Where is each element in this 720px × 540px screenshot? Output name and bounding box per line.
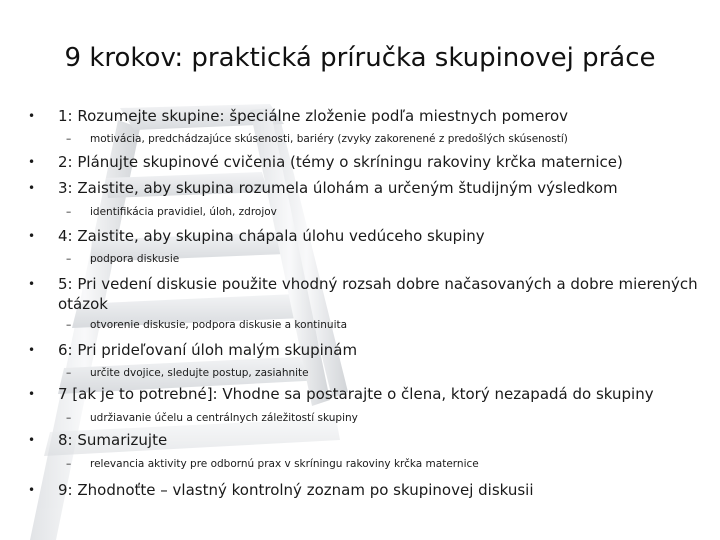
- dash-icon: –: [66, 367, 72, 379]
- subitem-text: podpora diskusie: [90, 253, 180, 265]
- step-text: 6: Pri prideľovaní úloh malým skupinám: [58, 341, 358, 359]
- bullet-icon: •: [28, 229, 36, 243]
- step-text: 5: Pri vedení diskusie použite vhodný rozsah dobre načasovaných a dobre mierených otázok: [58, 275, 698, 313]
- dash-icon: –: [66, 133, 72, 145]
- step-text: 2: Plánujte skupinové cvičenia (témy o skríningu rakoviny krčka maternice): [58, 153, 623, 171]
- subitem-text: určite dvojice, sledujte postup, zasiahnite: [90, 367, 309, 379]
- dash-icon: –: [66, 319, 72, 331]
- slide-title: 9 krokov: praktická príručka skupinovej práce: [64, 43, 656, 73]
- dash-icon: –: [66, 206, 72, 218]
- dash-icon: –: [66, 458, 72, 470]
- bullet-icon: •: [28, 155, 36, 169]
- subitem-text: relevancia aktivity pre odbornú prax v skríningu rakoviny krčka maternice: [90, 458, 479, 470]
- step-text: 4: Zaistite, aby skupina chápala úlohu vedúceho skupiny: [58, 227, 485, 245]
- step-text: 1: Rozumejte skupine: špeciálne zloženie podľa miestnych pomerov: [58, 107, 569, 125]
- bullet-icon: •: [28, 109, 36, 123]
- bullet-icon: •: [28, 483, 36, 497]
- dash-icon: –: [66, 253, 72, 265]
- dash-icon: –: [66, 412, 72, 424]
- subitem-text: otvorenie diskusie, podpora diskusie a kontinuita: [90, 319, 348, 331]
- subitem-text: motivácia, predchádzajúce skúsenosti, bariéry (zvyky zakorenené z predošlých skúseností): [90, 133, 568, 145]
- bullet-icon: •: [28, 433, 36, 447]
- subitem-text: udržiavanie účelu a centrálnych záležitostí skupiny: [90, 412, 358, 424]
- step-text: 9: Zhodnoťte – vlastný kontrolný zoznam po skupinovej diskusii: [58, 481, 534, 499]
- step-text: 8: Sumarizujte: [58, 431, 168, 449]
- bullet-icon: •: [28, 181, 36, 195]
- subitem-text: identifikácia pravidiel, úloh, zdrojov: [90, 206, 277, 218]
- bullet-icon: •: [28, 277, 36, 291]
- bullet-icon: •: [28, 343, 36, 357]
- step-text: 7 [ak je to potrebné]: Vhodne sa postarajte o člena, ktorý nezapadá do skupiny: [58, 385, 654, 403]
- bullet-icon: •: [28, 387, 36, 401]
- step-text: 3: Zaistite, aby skupina rozumela úlohám a určeným študijným výsledkom: [58, 179, 618, 197]
